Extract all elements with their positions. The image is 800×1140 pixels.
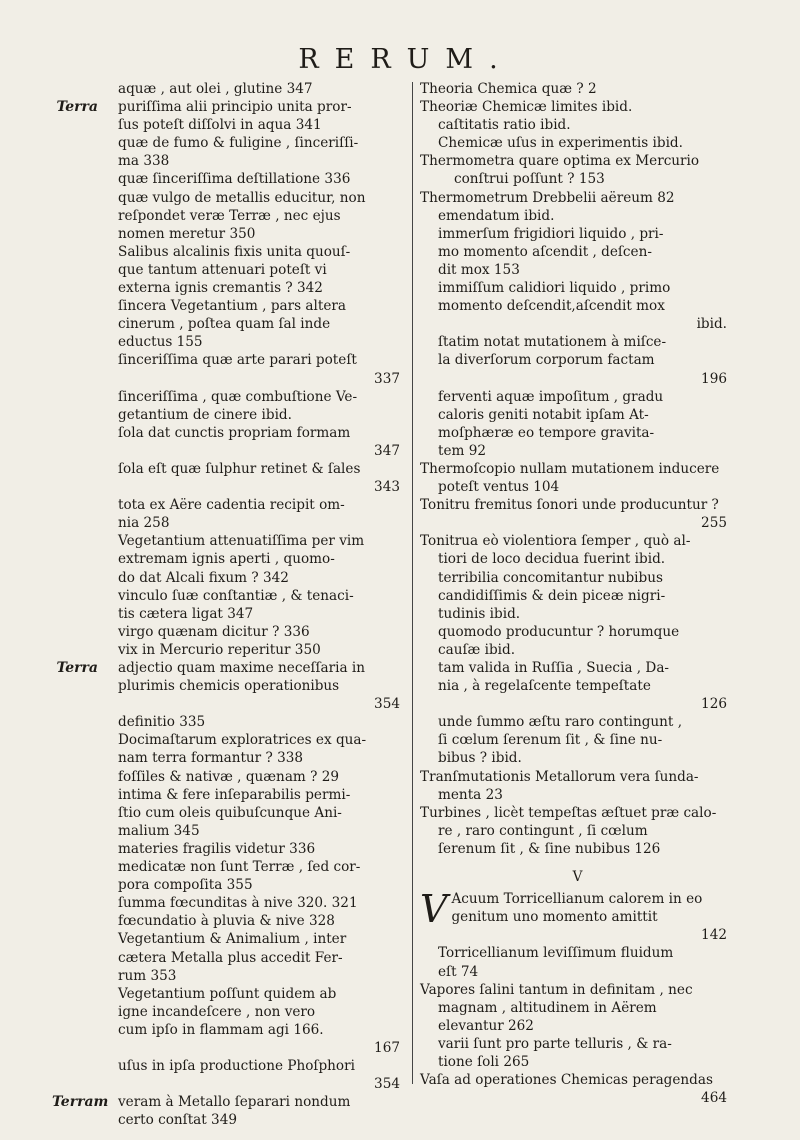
- index-entry-line: [100, 116, 408, 134]
- index-entry-line: [420, 641, 735, 659]
- entry-text: Docimaſtarum exploratrices ex qua-: [118, 732, 367, 749]
- index-entry-line: [420, 731, 735, 749]
- index-entry-line: [100, 406, 408, 424]
- index-entry-line: [100, 1111, 408, 1129]
- entry-text: Thermoſcopio nullam mutationem inducere: [420, 460, 720, 477]
- index-entry-line: [100, 80, 408, 98]
- index-entry-line: [100, 587, 408, 605]
- entry-text: ſumma fœcunditas à nive 320. 321: [118, 895, 358, 912]
- index-entry-line: [420, 189, 735, 207]
- entry-text: tota ex Aëre cadentia recipit om-: [118, 497, 345, 514]
- entry-text: varii ſunt pro parte telluris , & ra-: [438, 1035, 672, 1052]
- entry-text: Vegetantium attenuatiſſima per vim: [118, 533, 365, 550]
- entry-text: ma 338: [118, 153, 170, 170]
- entry-text: puriſſima alii principio unita pror-: [118, 99, 352, 116]
- entry-text: nia 258: [118, 515, 170, 532]
- entry-text: uſus in ipſa productione Phoſphori: [118, 1058, 355, 1075]
- index-entry-line: [100, 514, 408, 532]
- index-entry-line: [100, 749, 408, 767]
- index-entry-line: [100, 677, 408, 695]
- index-entry-line: [420, 1035, 735, 1053]
- index-entry-line: [100, 985, 408, 1003]
- index-entry-line: [100, 1039, 408, 1057]
- entry-text: mo momento aſcendit , deſcen-: [438, 243, 652, 260]
- entry-text: certo conſtat 349: [118, 1112, 238, 1129]
- entries-t: [420, 80, 735, 858]
- entry-text: bibus ? ibid.: [438, 750, 522, 767]
- entry-text: definitio 335: [118, 714, 206, 731]
- entry-text: cum ipſo in flammam agi 166.: [118, 1021, 324, 1038]
- entry-text: la diverſorum corporum factam: [438, 352, 655, 369]
- index-entry-line: [420, 170, 735, 188]
- index-entry-line: [420, 713, 735, 731]
- entry-text: ſi cœlum ſerenum ſit , & ſine nu-: [438, 732, 663, 749]
- entry-text: aquæ , aut olei , glutine 347: [118, 81, 313, 97]
- entry-text: ferventi aquæ impoſitum , gradu: [438, 388, 664, 405]
- index-entry-line: [100, 713, 408, 731]
- index-entry-line: [100, 1057, 408, 1075]
- index-entry-line: [420, 496, 735, 514]
- entry-text: Tonitru fremitus ſonori unde producuntur ?: [420, 497, 719, 514]
- index-entry-line: [100, 768, 408, 786]
- entry-text: fœcundatio à pluvia & nive 328: [118, 913, 335, 930]
- entry-text: ſola eſt quæ ſulphur retinet & ſales: [118, 460, 361, 477]
- index-entry-line: [100, 930, 408, 948]
- entry-text: vix in Mercurio reperitur 350: [118, 641, 321, 658]
- index-entry-line: [420, 963, 735, 981]
- index-entry-line: [420, 908, 735, 926]
- entry-text: momento deſcendit,aſcendit mox: [438, 298, 665, 315]
- index-entry-line: [100, 442, 408, 460]
- entry-text: unde ſummo æſtu raro contingunt ,: [438, 714, 683, 731]
- entry-text: tudinis ibid.: [438, 605, 521, 622]
- index-entry-line: [100, 207, 408, 225]
- index-entry-line: [420, 677, 735, 695]
- index-entry-line: [100, 876, 408, 894]
- entry-text: 343: [374, 479, 400, 496]
- index-entry-line: [100, 569, 408, 587]
- entry-text: 337: [374, 370, 400, 387]
- index-entry-line: [100, 315, 408, 333]
- entry-text: caloris geniti notabit ipſam At-: [438, 406, 649, 423]
- entry-text: rum 353: [118, 967, 177, 984]
- index-entry-line: [100, 370, 408, 388]
- index-entry-line: [52, 1093, 408, 1111]
- index-entry-line: [420, 804, 735, 822]
- entry-text: Acuum Torricellianum calorem in eo: [451, 891, 703, 908]
- index-entry-line: [420, 98, 735, 116]
- index-entry-line: [420, 370, 735, 388]
- entry-text: nomen meretur 350: [118, 225, 256, 242]
- index-entry-line: [420, 659, 735, 677]
- index-entry-line: [420, 981, 735, 999]
- index-entry-line: [100, 641, 408, 659]
- margin-headword: Terra: [56, 99, 98, 116]
- entry-text: immiſſum calidiori liquido , primo: [438, 280, 671, 297]
- index-entry-line: [100, 605, 408, 623]
- index-entry-line: [420, 80, 735, 98]
- entry-text: extremam ignis aperti , quomo-: [118, 551, 335, 568]
- index-entry-line: [420, 406, 735, 424]
- entry-text: cætera Metalla plus accedit Fer-: [118, 949, 343, 966]
- entry-text: intima & fere inſeparabilis permi-: [118, 786, 351, 803]
- index-entry-line: [420, 243, 735, 261]
- index-entry-line: [100, 695, 408, 713]
- entry-text: tem 92: [438, 442, 487, 459]
- entry-text: 255: [701, 515, 727, 532]
- entry-text: materies fragilis videtur 336: [118, 840, 316, 857]
- index-entry-line: [100, 804, 408, 822]
- index-entry-line: [420, 944, 735, 962]
- index-entry-line: [100, 1075, 408, 1093]
- index-entry-line: [420, 261, 735, 279]
- entry-text: malium 345: [118, 822, 200, 839]
- entry-text: nam terra formantur ? 338: [118, 750, 304, 767]
- entry-text: dit mox 153: [438, 261, 520, 278]
- entry-text: veram à Metallo ſeparari nondum: [118, 1094, 351, 1111]
- index-entry-line: [420, 279, 735, 297]
- entry-text: Tranſmutationis Metallorum vera ſunda-: [420, 768, 699, 785]
- index-entry-line: [100, 949, 408, 967]
- index-entry-line: [100, 225, 408, 243]
- entry-text: Vapores ſalini tantum in definitam , nec: [420, 981, 693, 998]
- index-entry-line: [100, 967, 408, 985]
- section-letter: V: [572, 869, 583, 886]
- index-entry-line: [100, 840, 408, 858]
- index-entry-line: [420, 587, 735, 605]
- index-entry-line: [420, 514, 735, 532]
- index-entry-line: [420, 605, 735, 623]
- entry-text: 142: [701, 927, 727, 944]
- index-entry-line: [100, 297, 408, 315]
- index-entry-line: [100, 623, 408, 641]
- index-entry-line: [100, 333, 408, 351]
- column-divider: [412, 82, 413, 1084]
- index-entry-line: [100, 496, 408, 514]
- entries-v: [420, 887, 735, 1107]
- entry-text: getantium de cinere ibid.: [118, 406, 292, 423]
- entry-text: ſtatim notat mutationem à miſce-: [438, 334, 667, 351]
- entry-text: immerſum frigidiori liquido , pri-: [438, 225, 664, 242]
- index-entry-line: [420, 297, 735, 315]
- entry-text: medicatæ non ſunt Terræ , ſed cor-: [118, 859, 361, 876]
- index-entry-line: [100, 858, 408, 876]
- index-entry-line: [420, 1053, 735, 1071]
- entry-text: menta 23: [438, 786, 503, 803]
- entry-text: emendatum ibid.: [438, 207, 555, 224]
- index-entry-line: [420, 225, 735, 243]
- index-entry-line: [100, 152, 408, 170]
- index-entry-line: [100, 243, 408, 261]
- entry-text: conſtrui poſſunt ? 153: [454, 171, 605, 188]
- index-entry-line: [100, 279, 408, 297]
- entry-text: que tantum attenuari poteſt vi: [118, 261, 327, 278]
- index-entry-line: [420, 999, 735, 1017]
- index-entry-line: [420, 926, 735, 944]
- index-entry-line: [100, 460, 408, 478]
- entry-text: tione ſoli 265: [438, 1053, 530, 1070]
- running-header: RERUM.: [298, 44, 514, 75]
- entry-text: terribilia concomitantur nubibus: [438, 569, 663, 586]
- index-entry-line: [420, 351, 735, 369]
- entry-text: adjectio quam maxime neceſſaria in: [118, 660, 366, 676]
- entry-text: Vegetantium & Animalium , inter: [118, 931, 347, 948]
- index-entry-line: [420, 460, 735, 478]
- index-entry-line: [100, 424, 408, 442]
- entry-text: eductus 155: [118, 334, 203, 351]
- entry-text: 126: [701, 696, 727, 713]
- index-entry-line: [420, 550, 735, 568]
- index-entry-line: [100, 170, 408, 188]
- index-column-right: [420, 80, 735, 1107]
- entry-text: quomodo producuntur ? horumque: [438, 623, 680, 640]
- entry-text: quæ ſinceriſſima deſtillatione 336: [118, 171, 351, 188]
- index-entry-line: [56, 659, 408, 677]
- entry-text: Theoria Chemica quæ ? 2: [420, 81, 597, 97]
- margin-headword: Terram: [52, 1094, 109, 1111]
- entry-text: vinculo ſuæ conſtantiæ , & tenaci-: [118, 587, 354, 604]
- entry-text: ſerenum ſit , & ſine nubibus 126: [438, 840, 661, 857]
- index-entry-line: [100, 134, 408, 152]
- entry-text: Thermometrum Drebbelii aëreum 82: [420, 189, 675, 206]
- entry-text: Thermometra quare optima ex Mercurio: [420, 153, 700, 170]
- entry-text: plurimis chemicis operationibus: [118, 678, 340, 695]
- entry-text: candidiſſimis & dein piceæ nigri-: [438, 587, 666, 604]
- index-entry-line: [100, 388, 408, 406]
- index-entry-line: [420, 134, 735, 152]
- entry-text: Chemicæ uſus in experimentis ibid.: [438, 135, 683, 152]
- index-entry-line: [420, 478, 735, 496]
- index-entry-line: [420, 424, 735, 442]
- entry-text: cinerum , poſtea quam ſal inde: [118, 316, 331, 333]
- index-entry-line: [420, 840, 735, 858]
- index-entry-line: [100, 189, 408, 207]
- index-entry-line: [100, 894, 408, 912]
- entry-text: Turbines , licèt tempeſtas æſtuet præ calo-: [420, 804, 717, 821]
- index-entry-line: [420, 822, 735, 840]
- index-entry-line: [100, 532, 408, 550]
- entry-text: ſinceriſſima , quæ combuſtione Ve-: [118, 388, 358, 405]
- index-entry-line: [100, 731, 408, 749]
- entry-text: pora compoſita 355: [118, 877, 253, 894]
- index-entry-line: [420, 1089, 735, 1107]
- entry-text: 354: [374, 1076, 400, 1093]
- margin-headword: Terra: [56, 660, 98, 676]
- entry-text: quæ vulgo de metallis educitur, non: [118, 189, 366, 206]
- entry-text: poteſt ventus 104: [438, 479, 560, 496]
- index-entry-line: [420, 749, 735, 767]
- index-entry-line: [100, 550, 408, 568]
- entry-text: Salibus alcalinis fixis unita quouſ-: [118, 243, 351, 260]
- entry-text: externa ignis cremantis ? 342: [118, 280, 323, 297]
- entry-text: tam valida in Ruſſia , Suecia , Da-: [438, 660, 670, 676]
- entry-text: ſus poteſt diſſolvi in aqua 341: [118, 117, 322, 134]
- index-entry-line: [420, 333, 735, 351]
- entry-text: Vegetantium poſſunt quidem ab: [118, 985, 337, 1002]
- entry-text: Vaſa ad operationes Chemicas peragendas: [420, 1072, 713, 1089]
- entry-text: 354: [374, 696, 400, 713]
- index-entry-line: [420, 1071, 735, 1089]
- entry-text: tiori de loco decidua fuerint ibid.: [438, 551, 666, 568]
- entry-text: tis cætera ligat 347: [118, 605, 254, 622]
- index-entry-line: [420, 569, 735, 587]
- entry-text: reſpondet veræ Terræ , nec ejus: [118, 207, 341, 224]
- index-entry-line: [100, 822, 408, 840]
- entry-text: eſt 74: [438, 963, 479, 980]
- entry-text: foſſiles & nativæ , quænam ? 29: [118, 768, 340, 785]
- entry-text: ſola dat cunctis propriam formam: [118, 424, 351, 441]
- entry-text: virgo quænam dicitur ? 336: [118, 623, 310, 640]
- entry-text: ibid.: [696, 316, 727, 333]
- index-entry-line: [420, 695, 735, 713]
- entry-text: 464: [701, 1090, 727, 1107]
- entry-text: ſinceriſſima quæ arte parari poteſt: [118, 352, 357, 369]
- index-column-left: [52, 80, 408, 1129]
- entry-text: re , raro contingunt , ſi cœlum: [438, 822, 648, 839]
- entry-text: 196: [701, 370, 727, 387]
- index-entry-line: [420, 207, 735, 225]
- entry-text: quæ de fumo & fuligine , ſinceriſſi-: [118, 135, 359, 152]
- index-entry-line: [100, 1003, 408, 1021]
- entry-text: Torricellianum leviſſimum fluidum: [438, 945, 674, 962]
- index-entry-line: [100, 912, 408, 930]
- entry-text: nia , à regelaſcente tempeſtate: [438, 678, 651, 695]
- entry-text: 347: [374, 442, 400, 459]
- index-entry-line: [420, 152, 735, 170]
- entry-text: caſtitatis ratio ibid.: [438, 117, 571, 134]
- entry-text: do dat Alcali fixum ? 342: [118, 569, 289, 586]
- index-entry-line: [56, 98, 408, 116]
- entry-text: ſtio cum oleis quibuſcunque Ani-: [118, 804, 342, 821]
- drop-initial: V: [420, 887, 448, 932]
- index-entry-line: [420, 768, 735, 786]
- entry-text: ſincera Vegetantium , pars altera: [118, 298, 346, 315]
- index-entry-line: [420, 623, 735, 641]
- entry-text: elevantur 262: [438, 1017, 534, 1034]
- index-entry-line: [420, 532, 735, 550]
- index-entry-line: [420, 116, 735, 134]
- index-entry-line: [420, 315, 735, 333]
- index-entry-line: [420, 1017, 735, 1035]
- entry-text: igne incandeſcere , non vero: [118, 1003, 316, 1020]
- entry-text: moſphæræ eo tempore gravita-: [438, 424, 655, 441]
- entry-text: magnam , altitudinem in Aërem: [438, 999, 657, 1016]
- entry-text: cauſæ ibid.: [438, 641, 516, 658]
- entry-text: Tonitrua eò violentiora ſemper , quò al-: [420, 533, 691, 550]
- entry-text: Theoriæ Chemicæ limites ibid.: [420, 99, 633, 116]
- entry-text: genitum uno momento amittit: [451, 909, 658, 926]
- index-entry-line: [420, 442, 735, 460]
- index-entry-line: [100, 351, 408, 369]
- entry-text: 167: [374, 1039, 400, 1056]
- index-entry-line: [420, 786, 735, 804]
- index-entry-line: [100, 478, 408, 496]
- index-entry-line: [420, 388, 735, 406]
- index-entry-line: [100, 786, 408, 804]
- index-entry-line: [100, 1021, 408, 1039]
- index-entry-line: [100, 261, 408, 279]
